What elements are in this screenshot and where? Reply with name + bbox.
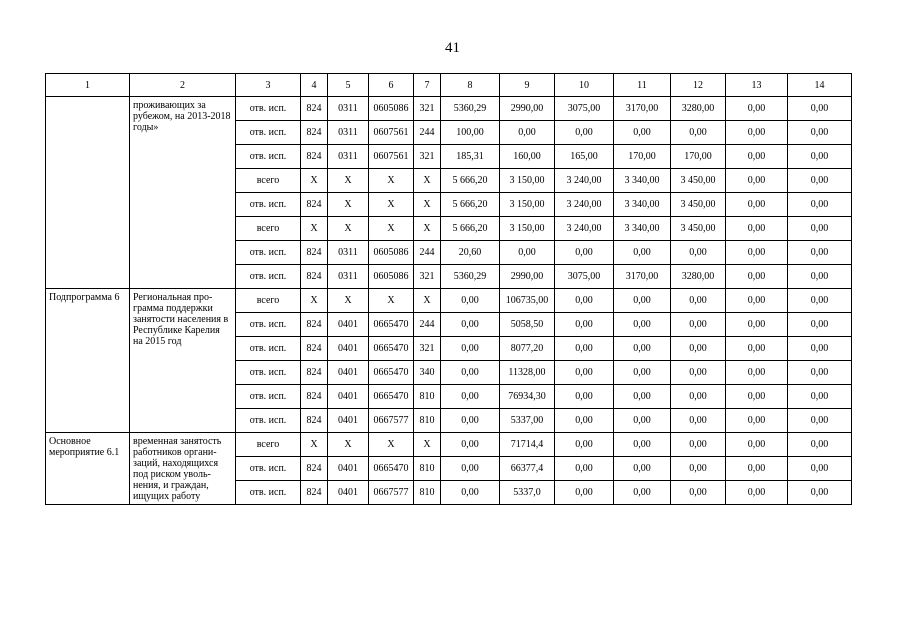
value-cell: 0605086 — [369, 265, 414, 289]
value-cell: X — [301, 217, 328, 241]
table-row — [46, 97, 852, 121]
value-cell: 0,00 — [614, 385, 671, 409]
responsible-cell: всего — [236, 217, 301, 241]
responsible-cell: отв. исп. — [236, 313, 301, 337]
value-cell: 0665470 — [369, 337, 414, 361]
value-cell: 0,00 — [441, 361, 500, 385]
value-cell: 0,00 — [555, 457, 614, 481]
column-header: 7 — [414, 74, 441, 97]
value-cell: X — [414, 169, 441, 193]
value-cell: 0,00 — [555, 289, 614, 313]
responsible-cell: отв. исп. — [236, 121, 301, 145]
value-cell: 0,00 — [726, 145, 788, 169]
value-cell: 0,00 — [726, 241, 788, 265]
budget-table — [45, 73, 852, 505]
value-cell: 824 — [301, 121, 328, 145]
value-cell: 0,00 — [671, 121, 726, 145]
value-cell: 0,00 — [555, 361, 614, 385]
value-cell: 3 240,00 — [555, 217, 614, 241]
program-description-cell: временная занятость работников органи-заций, находящихся под риском уволь-нения, и граждан, ищущих работу — [130, 433, 236, 505]
value-cell: 0,00 — [441, 409, 500, 433]
value-cell: X — [369, 169, 414, 193]
value-cell: 824 — [301, 481, 328, 505]
header-row — [46, 74, 852, 97]
value-cell: X — [369, 289, 414, 313]
value-cell: 0,00 — [555, 409, 614, 433]
value-cell: 0,00 — [614, 457, 671, 481]
value-cell: 0,00 — [788, 385, 852, 409]
value-cell: 0,00 — [555, 121, 614, 145]
value-cell: 0401 — [328, 481, 369, 505]
value-cell: 76934,30 — [500, 385, 555, 409]
value-cell: 824 — [301, 193, 328, 217]
value-cell: 3075,00 — [555, 265, 614, 289]
column-header: 12 — [671, 74, 726, 97]
value-cell: 165,00 — [555, 145, 614, 169]
value-cell: 3170,00 — [614, 265, 671, 289]
value-cell: 0665470 — [369, 313, 414, 337]
program-description-cell: проживающих за рубежом, на 2013-2018 годы» — [130, 97, 236, 289]
value-cell: 0401 — [328, 457, 369, 481]
value-cell: 0,00 — [726, 337, 788, 361]
value-cell: 0,00 — [726, 481, 788, 505]
value-cell: 0311 — [328, 97, 369, 121]
value-cell: 0,00 — [614, 313, 671, 337]
value-cell: 100,00 — [441, 121, 500, 145]
value-cell: X — [328, 169, 369, 193]
value-cell: 0,00 — [441, 481, 500, 505]
value-cell: X — [301, 433, 328, 457]
value-cell: 244 — [414, 121, 441, 145]
value-cell: 0,00 — [441, 337, 500, 361]
value-cell: 3 150,00 — [500, 217, 555, 241]
column-header: 13 — [726, 74, 788, 97]
value-cell: X — [369, 217, 414, 241]
value-cell: 0,00 — [614, 289, 671, 313]
value-cell: 0,00 — [614, 241, 671, 265]
value-cell: 66377,4 — [500, 457, 555, 481]
value-cell: 0311 — [328, 241, 369, 265]
column-header: 8 — [441, 74, 500, 97]
value-cell: 244 — [414, 313, 441, 337]
value-cell: 0,00 — [441, 385, 500, 409]
value-cell: 0,00 — [726, 409, 788, 433]
value-cell: 0,00 — [788, 481, 852, 505]
value-cell: 0,00 — [555, 433, 614, 457]
value-cell: 0,00 — [788, 409, 852, 433]
responsible-cell: отв. исп. — [236, 145, 301, 169]
value-cell: 0,00 — [788, 169, 852, 193]
column-header: 1 — [46, 74, 130, 97]
value-cell: 0,00 — [614, 481, 671, 505]
value-cell: 0,00 — [671, 433, 726, 457]
value-cell: 3 240,00 — [555, 193, 614, 217]
value-cell: 0,00 — [671, 361, 726, 385]
value-cell: 824 — [301, 361, 328, 385]
value-cell: 0,00 — [671, 457, 726, 481]
value-cell: 340 — [414, 361, 441, 385]
value-cell: 2990,00 — [500, 265, 555, 289]
value-cell: X — [328, 217, 369, 241]
column-header: 2 — [130, 74, 236, 97]
value-cell: 810 — [414, 481, 441, 505]
value-cell: 0,00 — [726, 361, 788, 385]
value-cell: 0401 — [328, 385, 369, 409]
value-cell: 0,00 — [726, 289, 788, 313]
value-cell: 8077,20 — [500, 337, 555, 361]
value-cell: 5 666,20 — [441, 217, 500, 241]
program-name-cell — [46, 97, 130, 289]
value-cell: 824 — [301, 265, 328, 289]
value-cell: 0,00 — [671, 313, 726, 337]
value-cell: 0,00 — [726, 385, 788, 409]
value-cell: 2990,00 — [500, 97, 555, 121]
value-cell: 321 — [414, 265, 441, 289]
value-cell: 0,00 — [726, 193, 788, 217]
column-header: 4 — [301, 74, 328, 97]
value-cell: 0311 — [328, 121, 369, 145]
table-row — [46, 289, 852, 313]
column-header: 6 — [369, 74, 414, 97]
value-cell: 0,00 — [788, 433, 852, 457]
value-cell: 5360,29 — [441, 265, 500, 289]
value-cell: 0,00 — [788, 289, 852, 313]
value-cell: 0,00 — [671, 409, 726, 433]
value-cell: 0,00 — [788, 145, 852, 169]
responsible-cell: отв. исп. — [236, 457, 301, 481]
responsible-cell: отв. исп. — [236, 193, 301, 217]
value-cell: 0,00 — [726, 457, 788, 481]
value-cell: 5360,29 — [441, 97, 500, 121]
responsible-cell: всего — [236, 433, 301, 457]
value-cell: 0665470 — [369, 457, 414, 481]
value-cell: 0,00 — [555, 481, 614, 505]
value-cell: 824 — [301, 457, 328, 481]
value-cell: 170,00 — [614, 145, 671, 169]
value-cell: 0605086 — [369, 97, 414, 121]
program-name-cell: Основное мероприятие 6.1 — [46, 433, 130, 505]
value-cell: 5 666,20 — [441, 169, 500, 193]
value-cell: 0,00 — [726, 433, 788, 457]
column-header: 14 — [788, 74, 852, 97]
value-cell: 11328,00 — [500, 361, 555, 385]
page-number: 41 — [445, 40, 460, 56]
value-cell: 810 — [414, 385, 441, 409]
value-cell: 0,00 — [788, 121, 852, 145]
value-cell: 0,00 — [788, 97, 852, 121]
responsible-cell: всего — [236, 169, 301, 193]
responsible-cell: отв. исп. — [236, 97, 301, 121]
value-cell: 824 — [301, 97, 328, 121]
value-cell: 0401 — [328, 361, 369, 385]
column-header: 3 — [236, 74, 301, 97]
value-cell: 810 — [414, 409, 441, 433]
program-name-cell: Подпрограмма 6 — [46, 289, 130, 433]
responsible-cell: отв. исп. — [236, 409, 301, 433]
value-cell: 0665470 — [369, 361, 414, 385]
value-cell: X — [414, 217, 441, 241]
responsible-cell: отв. исп. — [236, 241, 301, 265]
value-cell: 0,00 — [500, 121, 555, 145]
value-cell: 3280,00 — [671, 265, 726, 289]
column-header: 9 — [500, 74, 555, 97]
value-cell: 0,00 — [555, 241, 614, 265]
value-cell: 0,00 — [441, 457, 500, 481]
value-cell: 824 — [301, 385, 328, 409]
value-cell: 244 — [414, 241, 441, 265]
value-cell: 3 450,00 — [671, 217, 726, 241]
value-cell: 106735,00 — [500, 289, 555, 313]
value-cell: 3 450,00 — [671, 169, 726, 193]
value-cell: 3170,00 — [614, 97, 671, 121]
value-cell: X — [414, 289, 441, 313]
column-header: 10 — [555, 74, 614, 97]
value-cell: 0,00 — [726, 97, 788, 121]
value-cell: 0607561 — [369, 121, 414, 145]
value-cell: X — [328, 289, 369, 313]
value-cell: 5337,0 — [500, 481, 555, 505]
value-cell: 5337,00 — [500, 409, 555, 433]
value-cell: 0,00 — [726, 313, 788, 337]
value-cell: 0,00 — [614, 361, 671, 385]
value-cell: 0667577 — [369, 409, 414, 433]
value-cell: 0,00 — [614, 433, 671, 457]
value-cell: X — [328, 193, 369, 217]
table-row — [46, 433, 852, 457]
value-cell: 0,00 — [500, 241, 555, 265]
value-cell: 0607561 — [369, 145, 414, 169]
value-cell: 3075,00 — [555, 97, 614, 121]
value-cell: 5058,50 — [500, 313, 555, 337]
value-cell: 3 340,00 — [614, 169, 671, 193]
column-header: 11 — [614, 74, 671, 97]
value-cell: 20,60 — [441, 241, 500, 265]
value-cell: 0,00 — [726, 169, 788, 193]
value-cell: 0,00 — [726, 121, 788, 145]
responsible-cell: отв. исп. — [236, 337, 301, 361]
responsible-cell: отв. исп. — [236, 481, 301, 505]
value-cell: 0,00 — [671, 337, 726, 361]
value-cell: X — [369, 193, 414, 217]
value-cell: 0,00 — [614, 337, 671, 361]
value-cell: X — [414, 193, 441, 217]
value-cell: 824 — [301, 409, 328, 433]
value-cell: 0,00 — [441, 289, 500, 313]
value-cell: 0,00 — [555, 337, 614, 361]
value-cell: 0401 — [328, 313, 369, 337]
value-cell: 0,00 — [441, 433, 500, 457]
value-cell: 0,00 — [726, 217, 788, 241]
responsible-cell: отв. исп. — [236, 385, 301, 409]
value-cell: 3 150,00 — [500, 193, 555, 217]
responsible-cell: отв. исп. — [236, 265, 301, 289]
value-cell: 160,00 — [500, 145, 555, 169]
value-cell: 71714,4 — [500, 433, 555, 457]
value-cell: 0311 — [328, 265, 369, 289]
value-cell: 0,00 — [788, 217, 852, 241]
value-cell: 0,00 — [671, 241, 726, 265]
value-cell: 0,00 — [671, 481, 726, 505]
table-body — [46, 97, 852, 505]
value-cell: 0,00 — [614, 409, 671, 433]
value-cell: 185,31 — [441, 145, 500, 169]
value-cell: 0,00 — [788, 457, 852, 481]
value-cell: 0667577 — [369, 481, 414, 505]
value-cell: 0,00 — [614, 121, 671, 145]
responsible-cell: отв. исп. — [236, 361, 301, 385]
value-cell: 321 — [414, 145, 441, 169]
value-cell: 0665470 — [369, 385, 414, 409]
value-cell: 0605086 — [369, 241, 414, 265]
value-cell: 170,00 — [671, 145, 726, 169]
value-cell: 0,00 — [555, 385, 614, 409]
value-cell: X — [301, 289, 328, 313]
value-cell: 0401 — [328, 337, 369, 361]
value-cell: 3280,00 — [671, 97, 726, 121]
value-cell: 824 — [301, 145, 328, 169]
value-cell: 810 — [414, 457, 441, 481]
value-cell: 824 — [301, 241, 328, 265]
value-cell: 3 340,00 — [614, 193, 671, 217]
value-cell: 3 240,00 — [555, 169, 614, 193]
value-cell: 0401 — [328, 409, 369, 433]
value-cell: X — [414, 433, 441, 457]
value-cell: 0311 — [328, 145, 369, 169]
responsible-cell: всего — [236, 289, 301, 313]
value-cell: 824 — [301, 313, 328, 337]
value-cell: 0,00 — [788, 337, 852, 361]
value-cell: 0,00 — [555, 313, 614, 337]
column-header: 5 — [328, 74, 369, 97]
value-cell: X — [369, 433, 414, 457]
program-description-cell: Региональная про-грамма поддержки занятости населения в Республике Карелия на 2015 год — [130, 289, 236, 433]
value-cell: 0,00 — [788, 313, 852, 337]
value-cell: 824 — [301, 337, 328, 361]
value-cell: 321 — [414, 337, 441, 361]
value-cell: 3 340,00 — [614, 217, 671, 241]
value-cell: 0,00 — [671, 289, 726, 313]
value-cell: 0,00 — [726, 265, 788, 289]
value-cell: 0,00 — [788, 241, 852, 265]
value-cell: 3 150,00 — [500, 169, 555, 193]
value-cell: 0,00 — [788, 193, 852, 217]
value-cell: 5 666,20 — [441, 193, 500, 217]
value-cell: 0,00 — [671, 385, 726, 409]
value-cell: X — [328, 433, 369, 457]
value-cell: X — [301, 169, 328, 193]
value-cell: 0,00 — [788, 361, 852, 385]
value-cell: 321 — [414, 97, 441, 121]
value-cell: 0,00 — [441, 313, 500, 337]
value-cell: 3 450,00 — [671, 193, 726, 217]
value-cell: 0,00 — [788, 265, 852, 289]
